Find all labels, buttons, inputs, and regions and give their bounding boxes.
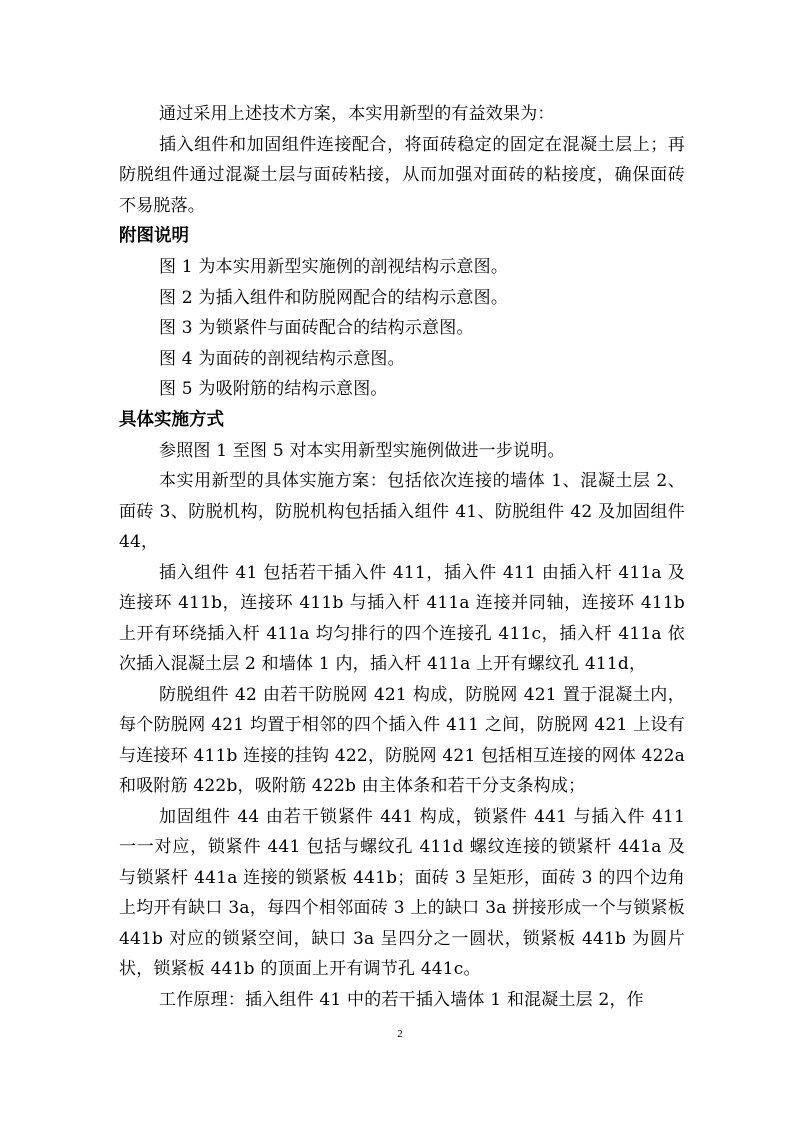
section-heading-figures: 附图说明 — [119, 226, 189, 246]
figure-description: 图 4 为面砖的剖视结构示意图。 — [159, 348, 405, 369]
paragraph: 插入组件 41 包括若干插入件 411，插入件 411 由插入杆 411a 及连接环 411b，连接环 411b 与插入杆 411a 连接并同轴，连接环 411b 上开有环绕插入杆 411a 均匀排行的四个连接孔 411c，插入杆 411a 依次插入混凝土层 2 和墙体 1 内，插入杆 411a 上开有螺纹孔 411d， — [119, 562, 685, 674]
paragraph: 通过采用上述技术方案，本实用新型的有益效果为： — [159, 104, 555, 124]
paragraph: 工作原理：插入组件 41 中的若干插入墙体 1 和混凝土层 2，作 — [159, 989, 644, 1010]
paragraph: 参照图 1 至图 5 对本实用新型实施例做进一步说明。 — [159, 440, 565, 461]
paragraph: 本实用新型的具体实施方案：包括依次连接的墙体 1、混凝土层 2、面砖 3、防脱机构，防脱机构包括插入组件 41、防脱组件 42 及加固组件 44， — [119, 471, 685, 552]
section-heading-embodiment: 具体实施方式 — [119, 409, 224, 430]
paragraph: 插入组件和加固组件连接配合，将面砖稳定的固定在混凝土层上；再防脱组件通过混凝土层与面砖粘接，从而加强对面砖的粘接度，确保面砖不易脱落。 — [119, 134, 685, 216]
paragraph: 防脱组件 42 由若干防脱网 421 构成，防脱网 421 置于混凝土内，每个防脱网 421 均置于相邻的四个插入件 411 之间，防脱网 421 上设有与连接环 411b 连接的挂钩 422，防脱网 421 包括相互连接的网体 422a 和吸附筋 422b，吸附筋 422b 由主体条和若干分支条构成； — [119, 684, 685, 796]
figure-description: 图 2 为插入组件和防脱网配合的结构示意图。 — [159, 287, 509, 308]
figure-description: 图 5 为吸附筋的结构示意图。 — [159, 379, 388, 399]
figure-description: 图 3 为锁紧件与面砖配合的结构示意图。 — [159, 318, 474, 338]
paragraph: 加固组件 44 由若干锁紧件 441 构成，锁紧件 441 与插入件 411 一一对应，锁紧件 441 包括与螺纹孔 411d 螺纹连接的锁紧杆 441a 及与锁紧杆 441a 连接的锁紧板 441b；面砖 3 呈矩形，面砖 3 的四个边角上均开有缺口 3a，每四个相邻面砖 3 上的缺口 3a 拼接形成一个与锁紧板 441b 对应的锁紧空间，缺口 3a 呈四分之一圆状，锁紧板 441b 为圆片状，锁紧板 441b 的顶面上开有调节孔 441c。 — [119, 806, 685, 979]
page-number: 2 — [397, 1028, 403, 1040]
page-content — [119, 99, 685, 1015]
figure-description: 图 1 为本实用新型实施例的剖视结构示意图。 — [159, 257, 509, 277]
